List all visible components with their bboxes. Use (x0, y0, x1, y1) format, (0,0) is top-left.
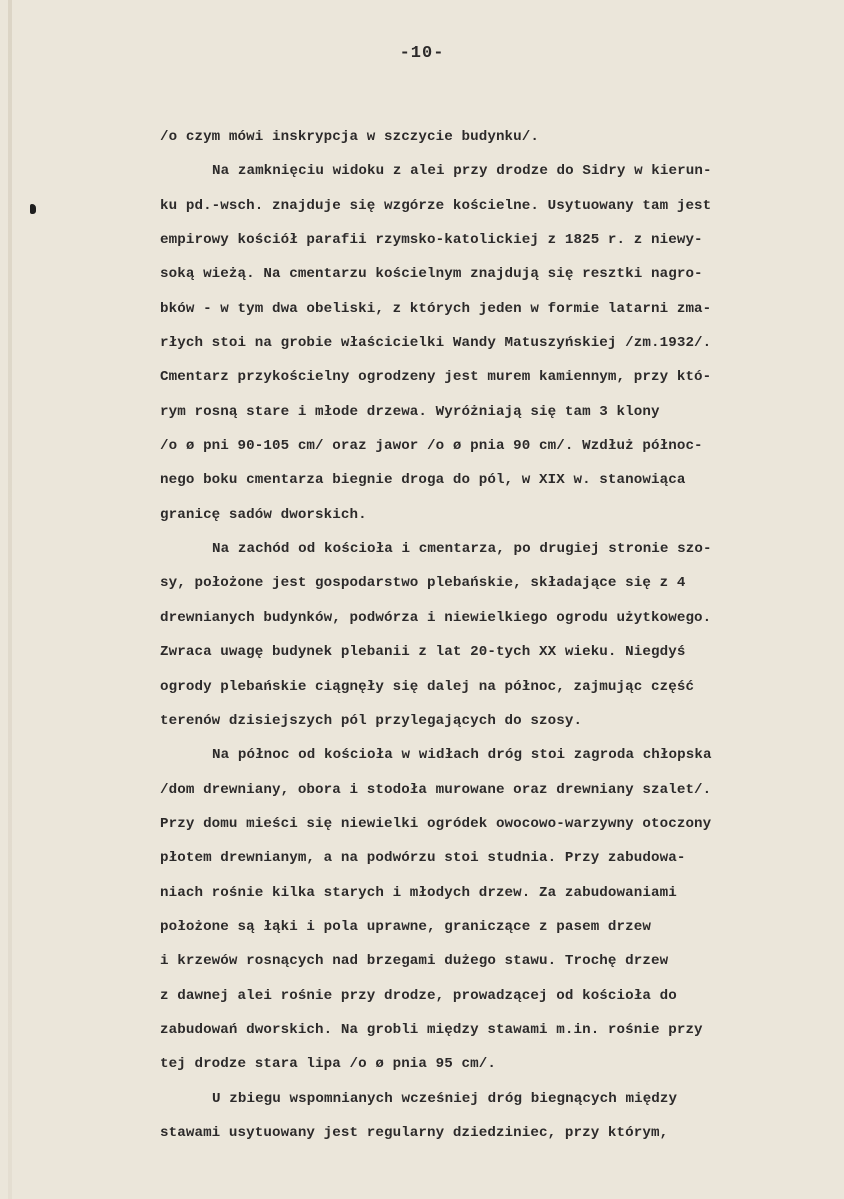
text-line: niach rośnie kilka starych i młodych drzew. Za zabudowaniami (160, 884, 677, 901)
text-line: nego boku cmentarza biegnie droga do pól, w XIX w. stanowiąca (160, 472, 686, 489)
body-text (160, 120, 840, 1150)
text-line: i krzewów rosnących nad brzegami dużego stawu. Trochę drzew (160, 953, 669, 970)
text-line: empirowy kościół parafii rzymsko-katolickiej z 1825 r. z niewy- (160, 232, 703, 249)
text-line: drewnianych budynków, podwórza i niewielkiego ogrodu użytkowego. (160, 609, 712, 626)
text-line: granicę sadów dworskich. (160, 506, 367, 523)
text-line: Na zamknięciu widoku z alei przy drodze do Sidry w kierun- (212, 163, 712, 180)
text-line: Cmentarz przykościelny ogrodzeny jest murem kamiennym, przy któ- (160, 369, 712, 386)
page-edge-shadow (8, 0, 12, 1199)
text-line: /o czym mówi inskrypcja w szczycie budynku/. (160, 129, 540, 145)
text-line: ogrody plebańskie ciągnęły się dalej na północ, zajmując część (160, 678, 695, 695)
margin-ink-mark (30, 204, 36, 214)
text-line: zabudowań dworskich. Na grobli między stawami m.in. rośnie przy (160, 1021, 703, 1038)
text-line: terenów dzisiejszych pól przylegających do szosy. (160, 712, 583, 729)
text-line: /dom drewniany, obora i stodoła murowane oraz drewniany szalet/. (160, 781, 712, 798)
text-line: tej drodze stara lipa /o ø pnia 95 cm/. (160, 1056, 496, 1073)
text-line: Przy domu mieści się niewielki ogródek owocowo-warzywny otoczony (160, 815, 712, 832)
page-number: -10- (399, 44, 445, 63)
text-line: bków - w tym dwa obeliski, z których jeden w formie latarni zma- (160, 300, 712, 317)
text-line: sy, położone jest gospodarstwo plebańskie, składające się z 4 (160, 575, 686, 592)
text-line: rym rosną stare i młode drzewa. Wyróżniają się tam 3 klony (160, 403, 660, 420)
text-line: ku pd.-wsch. znajduje się wzgórze kościelne. Usytuowany tam jest (160, 197, 712, 214)
text-line: /o ø pni 90-105 cm/ oraz jawor /o ø pnia 90 cm/. Wzdłuż północ- (160, 438, 703, 455)
text-line: położone są łąki i pola uprawne, graniczące z pasem drzew (160, 918, 651, 935)
text-line: z dawnej alei rośnie przy drodze, prowadzącej od kościoła do (160, 987, 677, 1004)
text-line: Na północ od kościoła w widłach dróg stoi zagroda chłopska (212, 747, 712, 764)
text-line: Na zachód od kościoła i cmentarza, po drugiej stronie szo- (212, 541, 712, 558)
text-line: płotem drewnianym, a na podwórzu stoi studnia. Przy zabudowa- (160, 850, 686, 867)
text-line: stawami usytuowany jest regularny dziedziniec, przy którym, (160, 1124, 669, 1141)
text-line: Zwraca uwagę budynek plebanii z lat 20-tych XX wieku. Niegdyś (160, 644, 686, 661)
text-line: rłych stoi na grobie właścicielki Wandy Matuszyńskiej /zm.1932/. (160, 335, 712, 352)
text-line: soką wieżą. Na cmentarzu kościelnym znajdują się resztki nagro- (160, 266, 703, 283)
text-line: U zbiegu wspomnianych wcześniej dróg biegnących między (212, 1090, 678, 1107)
